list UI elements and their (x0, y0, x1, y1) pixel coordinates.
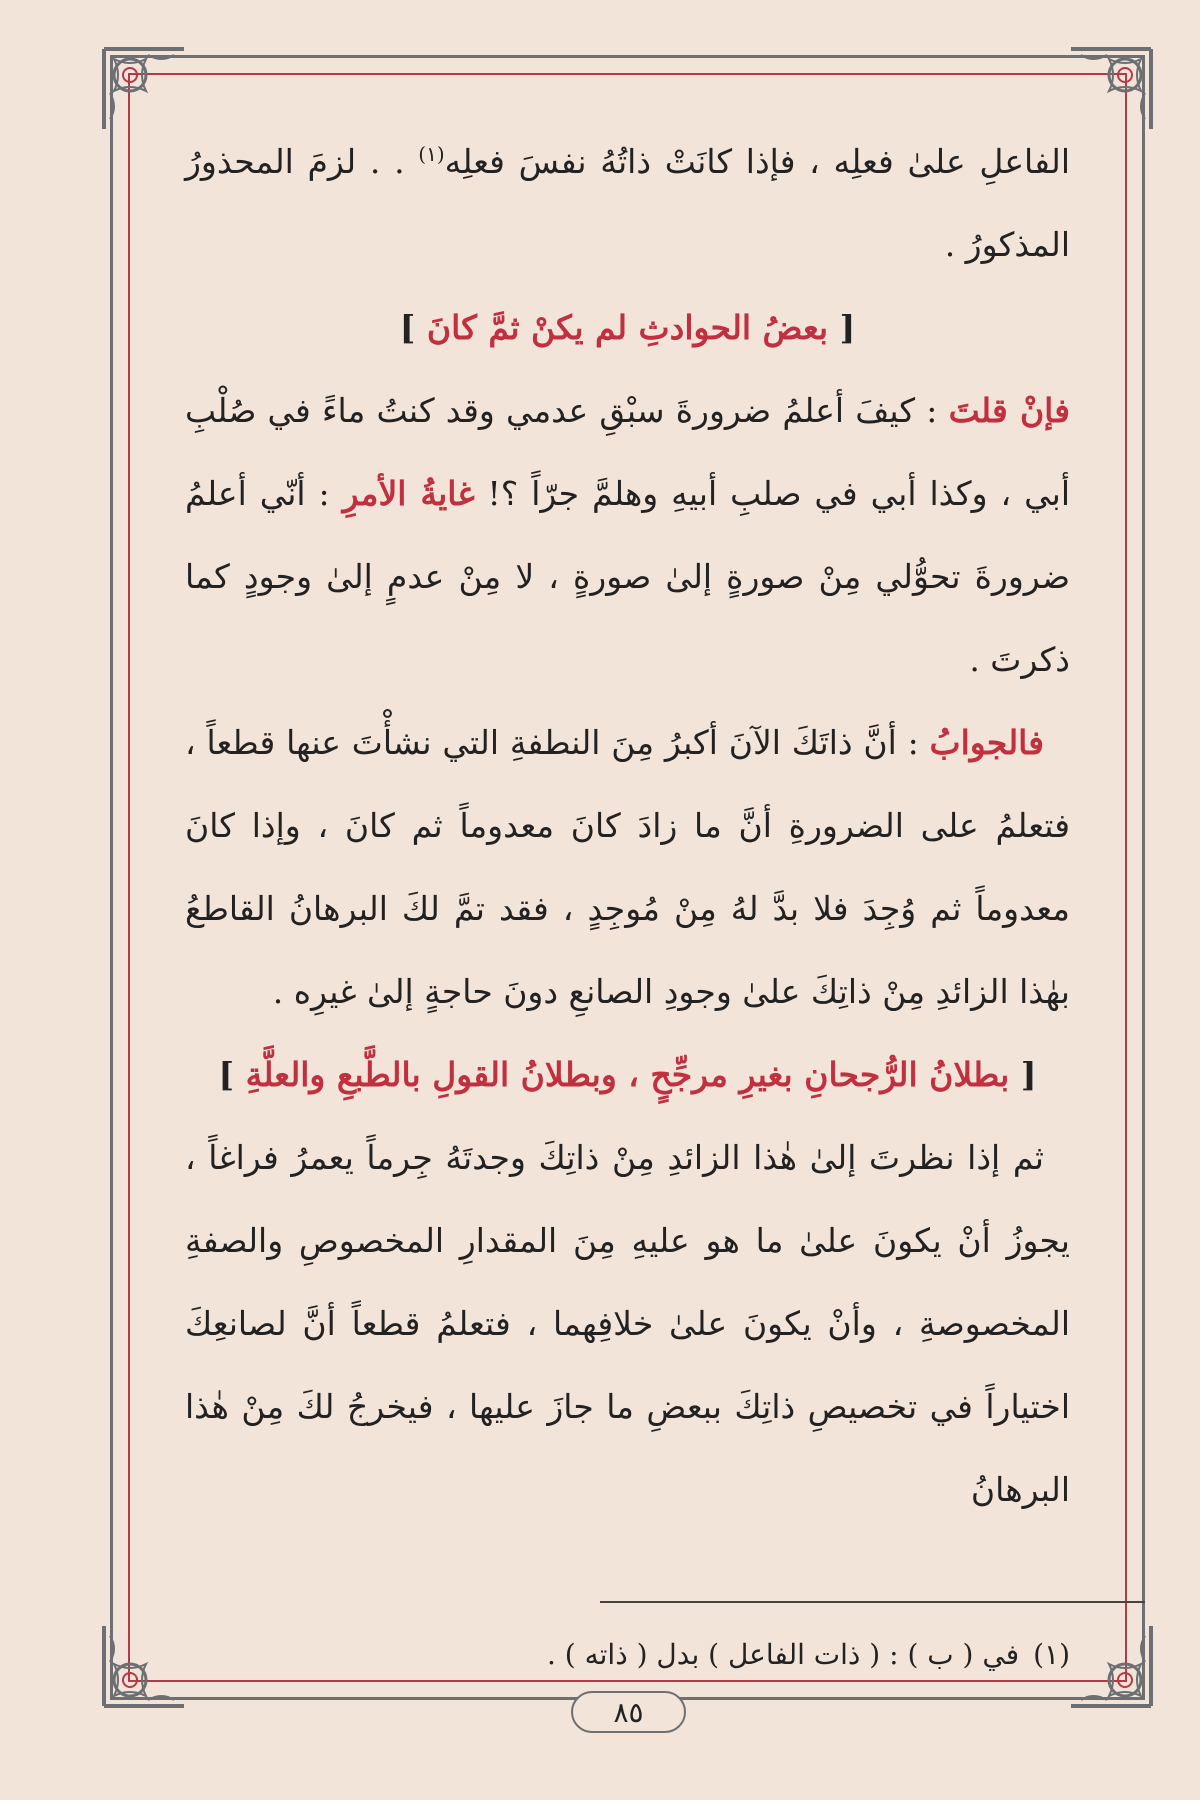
page-number-text: ٨٥ (613, 1695, 644, 1729)
paragraph-text: ثم إذا نظرتَ إلىٰ هٰذا الزائدِ مِنْ ذاتِكَ وجدتَهُ جِرماً يعمرُ فراغاً ، يجوزُ أنْ يكونَ علىٰ ما هو عليهِ مِنَ المقدارِ المخصوصِ والصفةِ المخصوصةِ ، وأنْ يكونَ علىٰ خلافِهما ، فتعلمُ قطعاً أنَّ لصانعِكَ اختياراً في تخصيصِ ذاتِكَ ببعضِ ما جازَ عليها ، فيخرجُ لكَ مِنْ هٰذا البرهانُ (185, 1138, 1070, 1509)
paragraph (185, 369, 1070, 701)
lead-term: فالجوابُ (929, 723, 1044, 762)
footnote (185, 1635, 1070, 1675)
corner-ornament-icon (100, 45, 188, 133)
page-number (571, 1691, 686, 1733)
footnote-text: في ( ب ) : ( ذات الفاعل ) بدل ( ذاته ) . (547, 1638, 1020, 1671)
paragraph (185, 1116, 1070, 1531)
corner-ornament-icon (1067, 45, 1155, 133)
section-heading-text: بعضُ الحوادثِ لم يكنْ ثمَّ كانَ (426, 308, 829, 347)
section-heading: [ بطلانُ الرُّجحانِ بغيرِ مرجِّحٍ ، وبطلانُ القولِ بالطَّبعِ والعلَّةِ ] (218, 1055, 1037, 1094)
footnote-mark: (١) (1033, 1638, 1070, 1671)
lead-term: غايةُ الأمرِ (342, 474, 475, 513)
paragraph-text: : كيفَ أعلمُ ضرورةَ سبْقِ عدمي وقد كنتُ ماءً في صُلْبِ أبي ، وكذا أبي في صلبِ أبيهِ وهلمَّ جرّاً ؟! (185, 391, 1070, 513)
paragraph-text: . . لزمَ المحذورُ المذكورُ . (185, 142, 1070, 264)
lead-term: فإنْ قلتَ (948, 391, 1071, 430)
section-heading-text: بطلانُ الرُّجحانِ بغيرِ مرجِّحٍ ، وبطلانُ القولِ بالطَّبعِ والعلَّةِ (245, 1055, 1010, 1094)
footnote-ref[interactable]: (١) (418, 142, 445, 166)
corner-ornament-icon (1067, 1622, 1155, 1710)
corner-ornament-icon (100, 1622, 188, 1710)
paragraph (185, 120, 1070, 286)
paragraph (185, 701, 1070, 1033)
paragraph-text: الفاعلِ علىٰ فعلِه ، فإذا كانَتْ ذاتُهُ نفسَ فعلِه (444, 142, 1070, 181)
page-body (185, 120, 1070, 1531)
section-heading: [ بعضُ الحوادثِ لم يكنْ ثمَّ كانَ ] (399, 308, 856, 347)
paragraph-text: : أنّي أعلمُ ضرورةَ تحوُّلي مِنْ صورةٍ إلىٰ صورةٍ ، لا مِنْ عدمٍ إلىٰ وجودٍ كما ذكرتَ . (185, 474, 1070, 679)
paragraph-text: : أنَّ ذاتَكَ الآنَ أكبرُ مِنَ النطفةِ التي نشأْتَ عنها قطعاً ، فتعلمُ على الضرورةِ أنَّ ما زادَ كانَ معدوماً ثم كانَ ، وإذا كانَ معدوماً ثم وُجِدَ فلا بدَّ لهُ مِنْ مُوجِدٍ ، فقد تمَّ لكَ البرهانُ القاطعُ بهٰذا الزائدِ مِنْ ذاتِكَ علىٰ وجودِ الصانعِ دونَ حاجةٍ إلىٰ غيرِه . (185, 723, 1070, 1011)
footnote-divider (600, 1601, 1145, 1603)
